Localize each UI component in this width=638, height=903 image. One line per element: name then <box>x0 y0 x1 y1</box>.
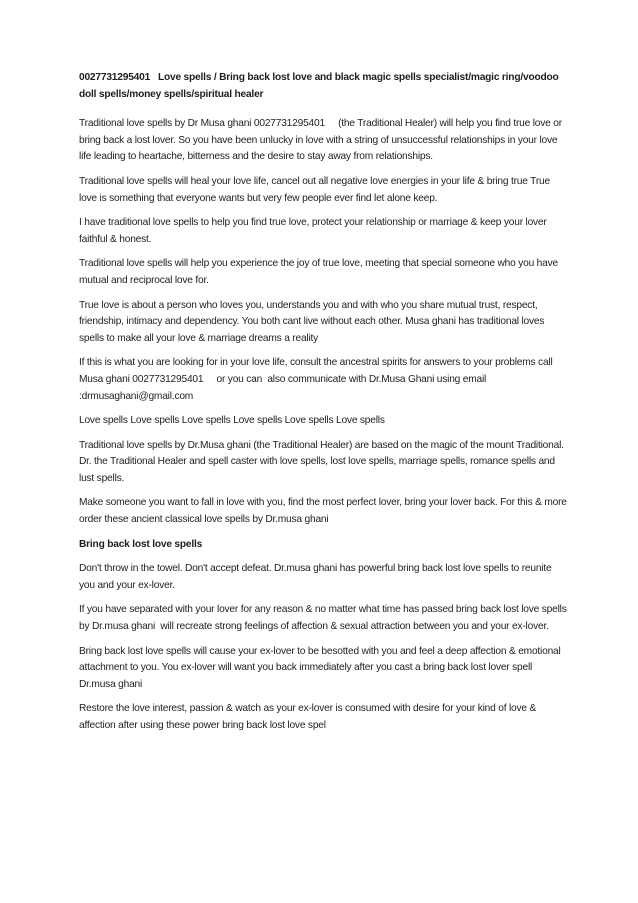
section-paragraph-2: If you have separated with your lover for any reason & no matter what time has passed bring back lost love spells by Dr.musa ghani will recreate strong feelings of affection & sexual attraction between you and your ex-lover. <box>79 604 570 633</box>
paragraph-2: Traditional love spells will heal your love life, cancel out all negative love energies in your life & bring true True love is something that everyone wants but very few people ever find let alone keep. <box>79 175 556 204</box>
paragraph-4: Traditional love spells will help you experience the joy of true love, meeting that special someone who you have mutual and reciprocal love for. <box>79 258 561 286</box>
paragraph-1: Traditional love spells by Dr Musa ghani 0027731295401 (the Traditional Healer) will help you find true love or bring back a lost lover. So you have been unlucky in love with a string of unsuccessful relationships in your love life leading to heartache, bitterness and the desire to stay away from relationships. <box>79 118 565 163</box>
section-paragraph-4: Restore the love interest, passion & watch as your ex-lover is consumed with desire for your kind of love & affection after using these power bring back lost love spel <box>79 703 539 731</box>
document-title: 0027731295401 Love spells / Bring back lost love and black magic spells specialist/magic ring/voodoo doll spells/money spells/spiritual healer <box>79 72 562 100</box>
paragraph-6: If this is what you are looking for in your love life, consult the ancestral spirits for answers to your problems call Musa ghani 0027731295401 or you can also communicate with Dr.Musa Ghani using email :drmusaghani@gmail.com <box>79 357 556 402</box>
paragraph-3: I have traditional love spells to help you find true love, protect your relationship or marriage & keep your lover faithful & honest. <box>79 217 550 245</box>
section-paragraph-3: Bring back lost love spells will cause your ex-lover to be besotted with you and feel a deep affection & emotional attachment to you. You ex-lover will want you back immediately after you cast a bring back lost lover spell Dr.musa ghani <box>79 645 564 690</box>
paragraph-8: Traditional love spells by Dr.Musa ghani (the Traditional Healer) are based on the magic of the mount Traditional. Dr. the Traditional Healer and spell caster with love spells, lost love spells, marriage spells, romance spells and lust spells. <box>79 439 567 484</box>
section-heading: Bring back lost love spells <box>79 538 203 550</box>
paragraph-5: True love is about a person who loves you, understands you and with who you share mutual trust, respect, friendship, intimacy and dependency. You both cant live without each other. Musa ghani has traditional loves spells to make all your love & marriage dreams a reality <box>79 299 547 344</box>
section-paragraph-1: Don't throw in the towel. Don't accept defeat. Dr.musa ghani has powerful bring back lost love spells to reunite you and your ex-lover. <box>79 563 555 591</box>
document-body <box>79 70 570 743</box>
paragraph-9: Make someone you want to fall in love with you, find the most perfect lover, bring your lover back. For this & more order these ancient classical love spells by Dr.musa ghani <box>79 497 570 526</box>
paragraph-7: Love spells Love spells Love spells Love spells Love spells Love spells <box>79 415 385 427</box>
